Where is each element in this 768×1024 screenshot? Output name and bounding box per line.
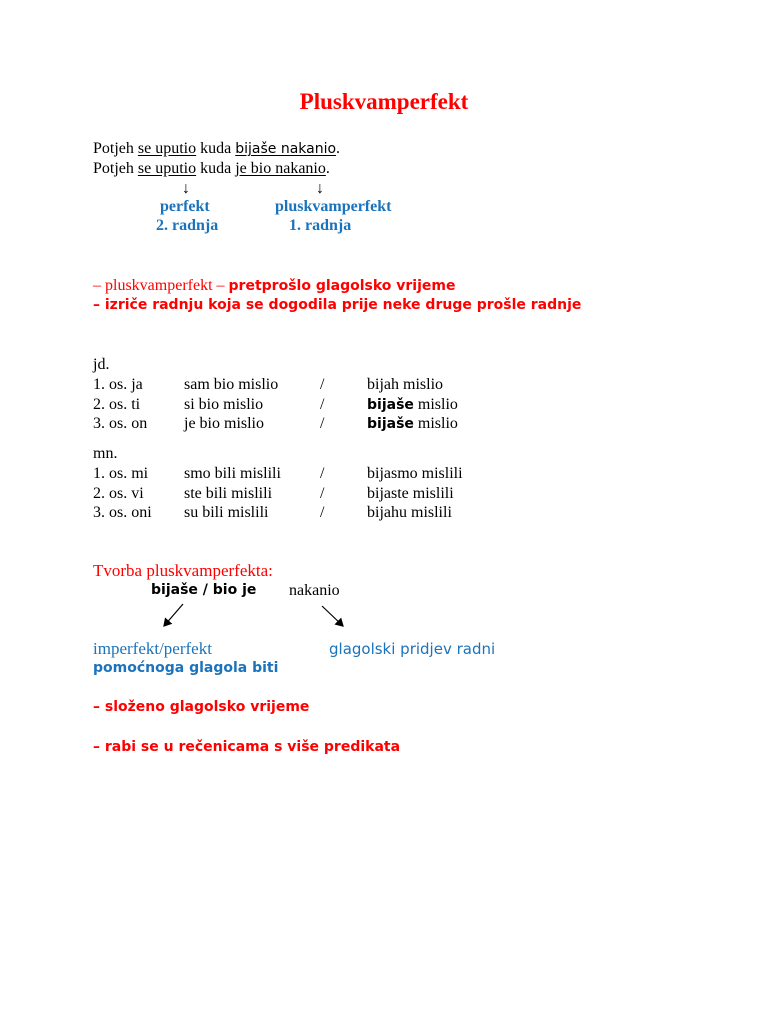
definition-text: pretprošlo glagolsko vrijeme (228, 278, 456, 294)
separator: / (320, 376, 325, 393)
sentence-text: kuda (196, 160, 236, 177)
arrow-left-icon (164, 604, 183, 626)
auxiliary-word: bijaše (367, 416, 414, 432)
separator: / (320, 415, 325, 432)
perfect-form-cell: smo bili mislili (184, 465, 281, 482)
note-compound-tense: – složeno glagolsko vrijeme (93, 699, 310, 715)
definition-line-1 (93, 276, 455, 295)
sentence-text: kuda (196, 140, 236, 157)
note-multiple-predicates: – rabi se u rečenicama s više predikata (93, 739, 401, 755)
formation-verb-example: nakanio (289, 582, 340, 599)
participle-word: mislio (413, 396, 458, 413)
person-cell: 2. os. vi (93, 485, 144, 502)
formation-heading: Tvorba pluskvamperfekta: (93, 561, 273, 580)
underlined-perfect: se uputio (137, 140, 197, 157)
pluskvamperfekt-action: 1. radnja (289, 217, 352, 234)
separator: / (320, 485, 325, 502)
separator: / (320, 504, 325, 521)
sentence-text: . (325, 160, 330, 177)
definition-term: – pluskvamperfekt – (93, 277, 229, 294)
perfect-form-cell: ste bili mislili (184, 485, 273, 502)
participle-word: mislio (413, 415, 458, 432)
separator: / (320, 396, 325, 413)
perfect-form-cell: si bio mislio (184, 396, 264, 413)
pluperfect-form-cell (367, 375, 443, 394)
down-arrow-icon: ↓ (182, 180, 190, 197)
definition-line-2: – izriče radnju koja se dogodila prije neke druge prošle radnje (93, 297, 582, 313)
person-cell: 1. os. ja (93, 376, 143, 393)
person-cell: 3. os. oni (93, 504, 152, 521)
perfekt-label: perfekt (160, 198, 210, 215)
perfekt-action: 2. radnja (156, 217, 219, 234)
page-title: Pluskvamperfekt (299, 89, 469, 114)
person-cell: 3. os. on (93, 415, 148, 432)
sentence-text: Potjeh (93, 140, 138, 157)
participle-word: mislio (399, 376, 444, 393)
perfect-form-cell: je bio mislio (184, 415, 264, 432)
singular-label: jd. (93, 356, 110, 373)
down-arrow-icon: ↓ (316, 180, 324, 197)
separator: / (320, 465, 325, 482)
example-sentence-2 (93, 159, 330, 178)
person-cell: 2. os. ti (93, 396, 141, 413)
formation-right-label: glagolski pridjev radni (329, 640, 496, 658)
plural-label: mn. (93, 445, 118, 462)
pluperfect-form-cell (367, 414, 458, 434)
formation-left-label: imperfekt/perfekt (93, 639, 212, 658)
pluperfect-form-cell: bijasmo mislili (367, 465, 463, 482)
example-sentence-1 (93, 139, 340, 159)
pluperfect-form-cell (367, 395, 458, 415)
formation-left-sub: pomoćnoga glagola biti (93, 660, 279, 676)
perfect-form-cell: sam bio mislio (184, 376, 279, 393)
auxiliary-word: bijaše (367, 397, 414, 413)
formation-arrows (150, 600, 370, 634)
perfect-form-cell: su bili mislili (184, 504, 269, 521)
person-cell: 1. os. mi (93, 465, 149, 482)
pluskvamperfekt-label: pluskvamperfekt (275, 198, 392, 215)
underlined-pluperfect: je bio nakanio (235, 160, 326, 177)
sentence-text: . (336, 140, 341, 157)
sentence-text: Potjeh (93, 160, 138, 177)
underlined-perfect: se uputio (137, 160, 197, 177)
pluperfect-form-cell: bijahu mislili (367, 504, 452, 521)
auxiliary-word: bijah (367, 376, 399, 393)
underlined-pluperfect: bijaše nakanio (235, 141, 337, 157)
arrow-right-icon (322, 606, 343, 626)
formation-aux-example: bijaše / bio je (151, 582, 257, 598)
pluperfect-form-cell: bijaste mislili (367, 485, 454, 502)
